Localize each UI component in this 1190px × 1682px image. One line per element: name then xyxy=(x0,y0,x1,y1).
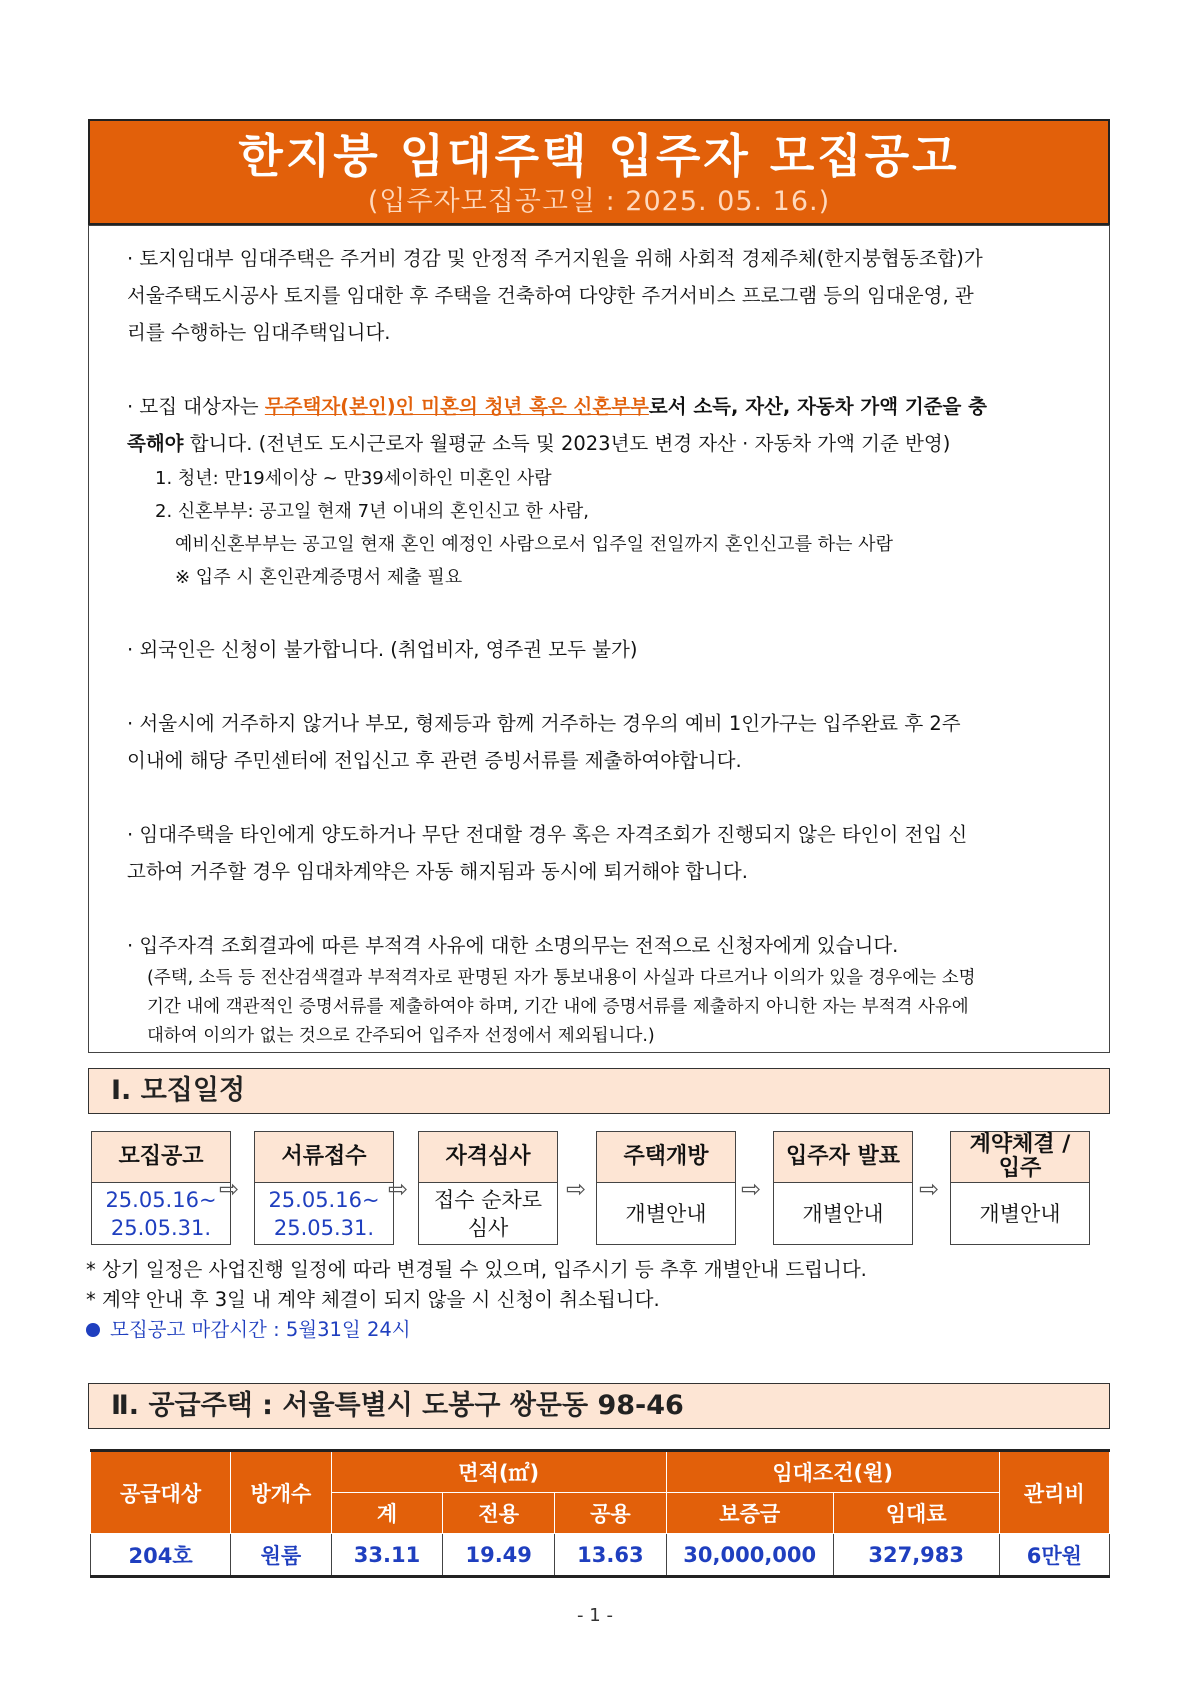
arrow-icon: ⇨ xyxy=(741,1175,762,1203)
step-head: 모집공고 xyxy=(92,1132,230,1183)
cell-monthly: 327,983 xyxy=(833,1534,999,1577)
th-monthly: 임대료 xyxy=(833,1493,999,1534)
notice-box xyxy=(88,225,1110,1053)
section-schedule-header: Ⅰ. 모집일정 xyxy=(88,1068,1110,1114)
cell-rooms: 원룸 xyxy=(231,1534,332,1577)
cell-fee: 6만원 xyxy=(999,1534,1109,1577)
notice-item2c: ※ 입주 시 혼인관계증명서 제출 필요 xyxy=(175,567,463,588)
arrow-icon: ⇨ xyxy=(219,1175,240,1203)
notice-p6-sub2: 기간 내에 객관적인 증명서류를 제출하여야 하며, 기간 내에 증명서류를 제출하지 아니한 자는 부적격 사유에 xyxy=(147,997,969,1017)
bullet-dot-icon xyxy=(86,1323,100,1337)
notice-item2b: 예비신혼부부는 공고일 현재 혼인 예정인 사람으로서 입주일 전일까지 혼인신고를 하는 사람 xyxy=(175,534,893,555)
cell-total: 33.11 xyxy=(331,1534,443,1577)
step-head: 입주자 발표 xyxy=(774,1132,912,1183)
step-body: 접수 순차로 심사 xyxy=(433,1188,543,1240)
notice-p1-line1: · 토지임대부 임대주택은 주거비 경감 및 안정적 주거지원을 위해 사회적 경제주체(한지붕협동조합)가 xyxy=(127,247,983,270)
note-2: * 계약 안내 후 3일 내 계약 체결이 되지 않을 시 신청이 취소됩니다. xyxy=(86,1288,660,1311)
page-number: - 1 - xyxy=(577,1605,613,1626)
step-head: 자격심사 xyxy=(419,1132,557,1183)
arrow-icon: ⇨ xyxy=(919,1175,940,1203)
notice-p4-line2: 이내에 해당 주민센터에 전입신고 후 관련 증빙서류를 제출하여야합니다. xyxy=(127,749,742,772)
notice-p1-line2: 서울주택도시공사 토지를 임대한 후 주택을 건축하여 다양한 주거서비스 프로그램 등의 임대운영, 관 xyxy=(127,284,974,307)
step-head: 서류접수 xyxy=(255,1132,393,1183)
page-title: 한지붕 임대주택 입주자 모집공고 xyxy=(238,129,960,183)
step-document-submission xyxy=(254,1131,394,1245)
notice-p2-bold2: 족해야 xyxy=(127,432,184,455)
step-qualification-review xyxy=(418,1131,558,1245)
notice-p2-line2 xyxy=(127,425,1073,462)
step-body: 개별안내 xyxy=(802,1202,884,1226)
table-row xyxy=(91,1534,1110,1577)
schedule-notes xyxy=(86,1255,867,1345)
notice-p1-line3: 리를 수행하는 임대주택입니다. xyxy=(127,321,391,344)
step-body: 25.05.16~ 25.05.31. xyxy=(268,1188,380,1240)
notice-p6-sub3: 대하여 이의가 없는 것으로 간주되어 입주자 선정에서 제외됩니다.) xyxy=(147,1026,655,1046)
section-supply-header: Ⅱ. 공급주택 : 서울특별시 도봉구 쌍문동 98-46 xyxy=(88,1383,1110,1429)
note-1: * 상기 일정은 사업진행 일정에 따라 변경될 수 있으며, 입주시기 등 추후 개별안내 드립니다. xyxy=(86,1258,867,1281)
step-contract-movein xyxy=(950,1131,1090,1245)
notice-item1: 1. 청년: 만19세이상 ~ 만39세이하인 미혼인 사람 xyxy=(155,468,552,489)
th-deposit: 보증금 xyxy=(666,1493,833,1534)
notice-p2-pre: · 모집 대상자는 xyxy=(127,395,265,418)
notice-p4-line1: · 서울시에 거주하지 않거나 부모, 형제등과 함께 거주하는 경우의 예비 1인가구는 입주완료 후 2주 xyxy=(127,712,961,735)
note-deadline: 모집공고 마감시간 : 5월31일 24시 xyxy=(86,1315,867,1345)
step-body: 25.05.16~ 25.05.31. xyxy=(105,1188,217,1240)
step-body: 개별안내 xyxy=(625,1202,707,1226)
title-banner xyxy=(88,119,1110,225)
schedule-flow xyxy=(91,1131,1111,1247)
th-target: 공급대상 xyxy=(91,1451,231,1534)
notice-p5-line2: 고하여 거주할 경우 임대차계약은 자동 해지됨과 동시에 퇴거해야 합니다. xyxy=(127,860,748,883)
th-area: 면적(㎡) xyxy=(331,1451,666,1493)
th-fee: 관리비 xyxy=(999,1451,1109,1534)
notice-p6-sub1: (주택, 소득 등 전산검색결과 부적격자로 판명된 자가 통보내용이 사실과 다르거나 이의가 있을 경우에는 소명 xyxy=(147,968,976,988)
th-rooms: 방개수 xyxy=(231,1451,332,1534)
arrow-icon: ⇨ xyxy=(566,1175,587,1203)
step-house-open xyxy=(596,1131,736,1245)
th-private: 전용 xyxy=(443,1493,555,1534)
step-body: 개별안내 xyxy=(979,1202,1061,1226)
step-announcement xyxy=(91,1131,231,1245)
notice-p6: · 입주자격 조회결과에 따른 부적격 사유에 대한 소명의무는 전적으로 신청자에게 있습니다. xyxy=(127,934,899,957)
notice-p2-bold1: 로서 소득, 자산, 자동차 가액 기준을 충 xyxy=(648,395,987,418)
arrow-icon: ⇨ xyxy=(388,1175,409,1203)
notice-p2-highlight: 무주택자(본인)인 미혼의 청년 혹은 신혼부부 xyxy=(264,395,649,418)
announcement-date: (입주자모집공고일 : 2025. 05. 16.) xyxy=(367,186,831,217)
notice-p3: · 외국인은 신청이 불가합니다. (취업비자, 영주권 모두 불가) xyxy=(127,638,638,661)
th-rent: 임대조건(원) xyxy=(666,1451,999,1493)
notice-p2 xyxy=(127,388,1073,425)
step-head: 주택개방 xyxy=(597,1132,735,1183)
cell-common: 13.63 xyxy=(555,1534,667,1577)
cell-deposit: 30,000,000 xyxy=(666,1534,833,1577)
cell-private: 19.49 xyxy=(443,1534,555,1577)
th-common: 공용 xyxy=(555,1493,667,1534)
th-total: 계 xyxy=(331,1493,443,1534)
step-resident-announcement xyxy=(773,1131,913,1245)
cell-target: 204호 xyxy=(91,1534,231,1577)
supply-table xyxy=(90,1449,1110,1578)
notice-p2-rest: 합니다. (전년도 도시근로자 월평균 소득 및 2023년도 변경 자산 · 자동차 가액 기준 반영) xyxy=(183,432,951,455)
notice-p5-line1: · 임대주택을 타인에게 양도하거나 무단 전대할 경우 혹은 자격조회가 진행되지 않은 타인이 전입 신 xyxy=(127,823,968,846)
step-head: 계약체결 / 입주 xyxy=(951,1132,1089,1183)
notice-item2: 2. 신혼부부: 공고일 현재 7년 이내의 혼인신고 한 사람, xyxy=(155,501,589,522)
